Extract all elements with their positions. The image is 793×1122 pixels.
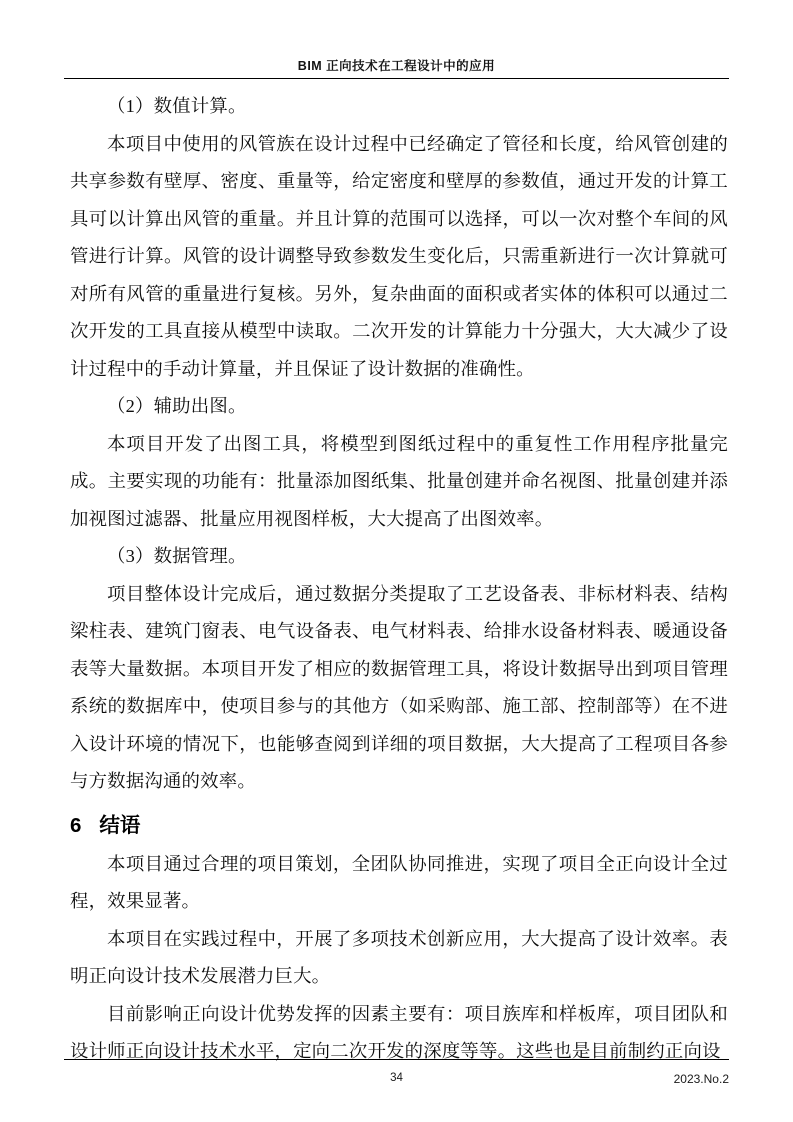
page-number: 34 — [390, 1072, 403, 1084]
section-paragraph-3: 目前影响正向设计优势发挥的因素主要有：项目族库和样板库，项目团队和设计师正向设计技术水平，定向二次开发的深度等等。这些也是目前制约正向设 — [70, 1003, 728, 1061]
paragraph-1: （1）数值计算。 — [107, 96, 247, 116]
paragraph-2: 本项目中使用的风管族在设计过程中已经确定了管径和长度，给风管创建的共享参数有壁厚、密度、重量等，给定密度和壁厚的参数值，通过开发的计算工具可以计算出风管的重量。并且计算的范围可以选择，可以一次对整个车间的风管进行计算。风管的设计调整导致参数发生变化后，只需重新进行一次计算就可对所有风管的重量进行复核。另外，复杂曲面的面积或者实体的体积可以通过二次开发的工具直接从模型中读取。二次开发的计算能力十分强大，大大减少了设计过程中的手动计算量，并且保证了设计数据的准确性。 — [70, 133, 728, 379]
paragraph-3: （2）辅助出图。 — [107, 396, 247, 416]
header-divider — [64, 78, 729, 79]
header-title: BIM 正向技术在工程设计中的应用 — [297, 59, 496, 73]
page-footer — [64, 1072, 729, 1092]
section-number: 6 — [70, 813, 82, 837]
section-paragraph-2: 本项目在实践过程中，开展了多项技术创新应用，大大提高了设计效率。表明正向设计技术发展潜力巨大。 — [70, 928, 728, 986]
footer-divider — [64, 1059, 729, 1060]
section-heading — [70, 807, 728, 844]
paragraph-6: 项目整体设计完成后，通过数据分类提取了工艺设备表、非标材料表、结构梁柱表、建筑门窗表、电气设备表、电气材料表、给排水设备材料表、暖通设备表等大量数据。本项目开发了相应的数据管理工具，将设计数据导出到项目管理系统的数据库中，使项目参与的其他方（如采购部、施工部、控制部等）在不进入设计环境的情况下，也能够查阅到详细的项目数据，大大提高了工程项目各参与方数据沟通的效率。 — [70, 583, 728, 791]
paragraph-5: （3）数据管理。 — [107, 546, 247, 566]
issue-label: 2023.No.2 — [673, 1072, 729, 1086]
paragraph-4: 本项目开发了出图工具，将模型到图纸过程中的重复性工作用程序批量完成。主要实现的功能有：批量添加图纸集、批量创建并命名视图、批量创建并添加视图过滤器、批量应用视图样板，大大提高了出图效率。 — [70, 433, 728, 529]
section-title: 结语 — [99, 813, 141, 837]
section-paragraph-1: 本项目通过合理的项目策划，全团队协同推进，实现了项目全正向设计全过程，效果显著。 — [70, 853, 728, 911]
page-content — [70, 88, 728, 1071]
